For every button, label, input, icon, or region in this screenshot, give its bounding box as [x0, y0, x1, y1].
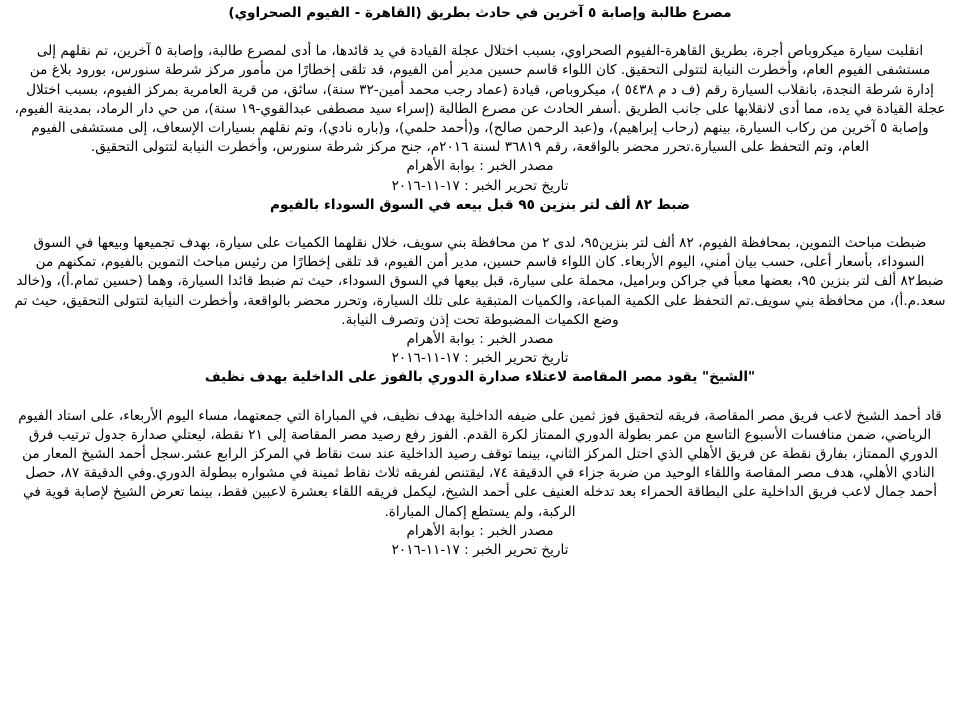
article-title: مصرع طالبة وإصابة ٥ آخرين في حادث بطريق (القاهرة - الفيوم الصحراوي): [228, 5, 732, 21]
article-date: تاريخ تحرير الخبر : ١٧-١١-٢٠١٦: [391, 177, 569, 194]
article-source: مصدر الخبر : بوابة الأهرام: [406, 158, 554, 175]
spacer: [14, 388, 946, 407]
article-body: قاد أحمد الشيخ لاعب فريق مصر المقاصة، فريقه لتحقيق فوز ثمين على ضيفه الداخلية بهدف نظيف، في المباراة التي جمعتهما، مساء اليوم الأربعاء، على استاد الفيوم الرياضي، ضمن منافسات الأسبوع التاسع من عمر بطولة الدوري الممتاز لكرة القدم. الفوز رفع رصيد مصر المقاصة إلى ٢١ نقطة، ليعتلي صدارة جدول ترتيب فرق الدوري الممتاز، بفارق نقطة عن فريق الأهلي الذي احتل المركز الثاني، بينما توقف رصيد الداخلية عند ست نقاط في المركز الرابع عشر.سجل أحمد الشيخ المعار من النادي الأهلي، هدف مصر المقاصة واللقاء الوحيد من ضربة جزاء في الدقيقة ٧٤، ليقتنص لفريقه ثلاث نقاط ثمينة في مشواره ببطولة الدوري.وفي الدقيقة ٨٧، حصل أحمد جمال لاعب فريق الداخلية على البطاقة الحمراء بعد تدخله العنيف على أحمد الشيخ، ليكمل فريقه اللقاء بعشرة لاعبين فقط، بينما تعرض الشيخ لإصابة قوية في الركبة، ولم يستطع إكمال المباراة.: [18, 407, 942, 520]
article-date: تاريخ تحرير الخبر : ١٧-١١-٢٠١٦: [391, 542, 569, 559]
article-source: مصدر الخبر : بوابة الأهرام: [406, 522, 554, 539]
article-title: ضبط ٨٢ ألف لتر بنزين ٩٥ قبل بيعه في السوق السوداء بالفيوم: [270, 196, 690, 213]
news-article: [14, 368, 946, 560]
news-article: [14, 196, 946, 369]
article-source: مصدر الخبر : بوابة الأهرام: [406, 331, 554, 348]
spacer: [14, 23, 946, 42]
article-title: "الشيخ" يقود مصر المقاصة لاعتلاء صدارة الدوري بالفوز على الداخلية بهدف نظيف: [204, 369, 756, 386]
article-body: انقلبت سيارة ميكروباص أجرة، بطريق القاهرة-الفيوم الصحراوي، بسبب اختلال عجلة القيادة في يد قائدها، ما أدى لمصرع طالبة، وإصابة ٥ آخرين، تم نقلهم إلى مستشفى الفيوم العام، وأخطرت النيابة لتتولى التحقيق. كان اللواء قاسم حسين مدير أمن الفيوم، قد تلقى إخطارًا من مأمور مركز شرطة سنورس، بورود بلاغ من إدارة شرطة النجدة، بانقلاب السيارة رقم (ف د م ٥٤٣٨ )، ميكروباص، قيادة (عماد رجب محمد أمين-٣٢ سنة)، سائق، من قرية العامرية بمركز الفيوم، بسبب اختلال عجلة القيادة في يده، مما أدى لانقلابها على جانب الطريق .أسفر الحادث عن مصرع الطالبة (إسراء سيد مصطفى عبدالقوي-١٩ سنة)، من حي دار الرماد، بمدينة الفيوم، وإصابة ٥ آخرين من ركاب السيارة، بينهم (رحاب إبراهيم)، و(عبد الرحمن صالح)، و(أحمد حلمي)، و(باره نادي)، وتم نقلهم بسيارات الإسعاف، إلى مستشفى الفيوم العام، وتم التحفظ على السيارة.تحرر محضر بالواقعة، رقم ٣٦٨١٩ لسنة ٢٠١٦م، جنح مركز شرطة سنورس، وأخطرت النيابة لتتولى التحقيق.: [14, 43, 946, 156]
news-article: [14, 4, 946, 196]
article-body: ضبطت مباحث التموين، بمحافظة الفيوم، ٨٢ ألف لتر بنزين٩٥، لدى ٢ من محافظة بني سويف، خلال نقلهما الكميات على سيارة، بهدف تجميعها وبيعها في السوق السوداء، بأسعار أعلى، حسب بيان أمني، اليوم الأربعاء. كان اللواء قاسم حسين، مدير أمن الفيوم، قد تلقى إخطارًا من رئيس مباحث التموين بالفيوم، تمكنهم من ضبط٨٢ ألف لتر بنزين ٩٥، بعضها معبأ في جراكن وبراميل، محملة على سيارة، قبل بيعها في السوق السوداء، حيث تم ضبط قائدا السيارة، وهما (حسين تمام.أ)، و(خالد سعد.م.أ)، من محافظة بني سويف.تم التحفظ على الكمية المباعة، والكميات المتبقية على تلك السيارة، وتحرر محضر بالواقعة، وأخطرت النيابة لتتولى التحقيق، حيث تم وضع الكميات المضبوطة تحت إذن وتصرف النيابة.: [14, 235, 946, 328]
article-date: تاريخ تحرير الخبر : ١٧-١١-٢٠١٦: [391, 350, 569, 367]
spacer: [14, 215, 946, 234]
